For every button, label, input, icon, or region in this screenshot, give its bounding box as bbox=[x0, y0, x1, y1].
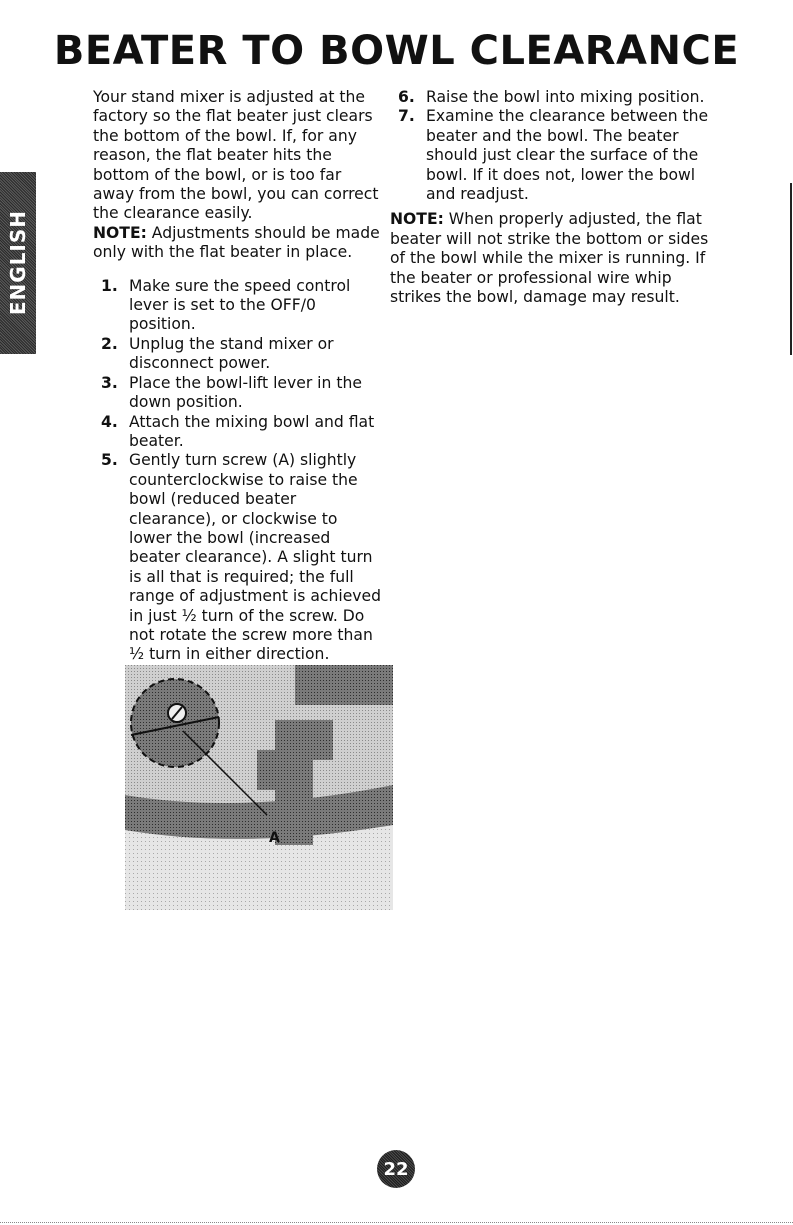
language-tab-label: ENGLISH bbox=[6, 210, 30, 316]
callout-label-a: A bbox=[269, 830, 280, 846]
right-column bbox=[390, 88, 710, 307]
step-item bbox=[93, 451, 383, 664]
step-number: 4. bbox=[101, 412, 118, 431]
step-item bbox=[390, 88, 710, 107]
note-text: Adjustments should be made only with the flat beater in place. bbox=[93, 223, 380, 262]
step-text: Unplug the stand mixer or disconnect power. bbox=[129, 334, 334, 373]
page-title: BEATER TO BOWL CLEARANCE bbox=[53, 28, 740, 74]
step-text: Place the bowl-lift lever in the down position. bbox=[129, 373, 362, 412]
left-column bbox=[93, 88, 383, 665]
margin-rule bbox=[790, 183, 792, 355]
step-text: Attach the mixing bowl and flat beater. bbox=[129, 412, 375, 450]
mixer-photo-illustration bbox=[125, 665, 393, 910]
note-text: When properly adjusted, the flat beater will not strike the bottom or sides of the bowl while the mixer is running. If the beater or professional wire whip strikes the bowl, damage may result. bbox=[390, 210, 709, 307]
step-number: 6. bbox=[398, 88, 415, 106]
note-paragraph bbox=[390, 210, 710, 307]
step-text: Raise the bowl into mixing position. bbox=[426, 88, 705, 106]
language-tab bbox=[0, 172, 36, 354]
note-label: NOTE: bbox=[93, 223, 147, 242]
adjustment-screw-photo bbox=[125, 665, 393, 910]
step-number: 1. bbox=[101, 276, 118, 295]
step-text: Make sure the speed control lever is set to the OFF/0 position. bbox=[129, 276, 351, 334]
step-item bbox=[93, 277, 383, 335]
step-item bbox=[93, 374, 383, 413]
steps-list-left bbox=[93, 277, 383, 665]
page-number: 22 bbox=[383, 1158, 409, 1180]
step-number: 2. bbox=[101, 334, 118, 353]
page-bottom-rule bbox=[0, 1222, 793, 1224]
step-number: 7. bbox=[398, 107, 415, 126]
page-number-badge bbox=[377, 1150, 415, 1188]
step-text: Examine the clearance between the beater and the bowl. The beater should just clear the surface of the bowl. If it does not, lower the bowl and readjust. bbox=[426, 107, 709, 204]
intro-paragraph: Your stand mixer is adjusted at the factory so the flat beater just clears the bottom of the bowl. If, for any reason, the flat beater hits the bottom of the bowl, or is too far away from the bowl, you can correct the clearance easily. bbox=[93, 88, 379, 223]
step-number: 5. bbox=[101, 451, 118, 470]
step-item bbox=[390, 107, 710, 204]
step-item bbox=[93, 413, 383, 452]
step-text: Gently turn screw (A) slightly counterclockwise to raise the bowl (reduced beater clearance), or clockwise to lower the bowl (increased beater clearance). A slight turn is all that is required; the full range of adjustment is achieved in just ½ turn of the screw. Do not rotate the screw more than ½ turn in either direction. bbox=[129, 451, 382, 664]
steps-list-right bbox=[390, 88, 710, 204]
note-paragraph bbox=[93, 224, 383, 263]
note-label: NOTE: bbox=[390, 210, 444, 229]
step-number: 3. bbox=[101, 373, 118, 392]
step-item bbox=[93, 335, 383, 374]
